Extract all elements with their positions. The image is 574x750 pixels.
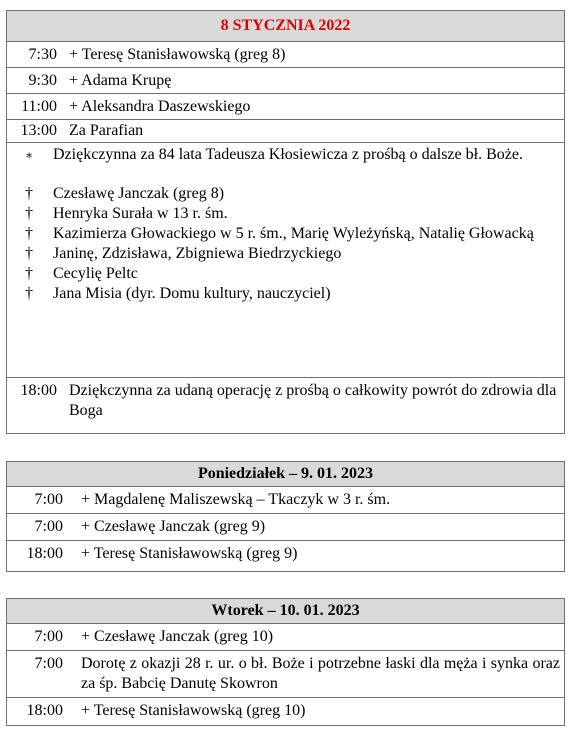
cross-icon: † bbox=[25, 225, 33, 242]
mass-time: 18:00 bbox=[26, 545, 63, 562]
mass-intention: + Adama Krupę bbox=[69, 72, 172, 89]
mass-intention: + Czesławę Janczak (greg 9) bbox=[81, 518, 266, 535]
deceased-item bbox=[25, 204, 564, 224]
deceased-item bbox=[25, 264, 564, 284]
deceased-text: Kazimierza Głowackiego w 5 r. śm., Marię Wyleżyńską, Natalię Głowacką bbox=[53, 225, 534, 242]
mass-time: 7:00 bbox=[34, 655, 63, 672]
mass-row bbox=[7, 377, 564, 425]
mass-row bbox=[7, 42, 564, 67]
deceased-text: Janinę, Zdzisława, Zbigniewa Biedrzyckiego bbox=[53, 245, 342, 262]
day-header: Poniedziałek – 9. 01. 2023 bbox=[7, 462, 564, 487]
mass-row bbox=[7, 697, 564, 724]
thanksgiving-item bbox=[25, 145, 564, 165]
intentions-block bbox=[7, 142, 564, 377]
mass-time: 7:00 bbox=[34, 518, 63, 535]
day-header: Wtorek – 10. 01. 2023 bbox=[7, 599, 564, 624]
deceased-text: Czesławę Janczak (greg 8) bbox=[53, 185, 225, 202]
schedule-table-day2 bbox=[6, 461, 565, 572]
mass-row bbox=[7, 513, 564, 540]
deceased-item bbox=[25, 224, 564, 244]
mass-row bbox=[7, 487, 564, 513]
mass-time: 11:00 bbox=[21, 98, 57, 115]
day-header: 8 STYCZNIA 2022 bbox=[7, 11, 564, 42]
mass-intention: + Magdalenę Maliszewską – Tkaczyk w 3 r. śm. bbox=[81, 491, 391, 508]
mass-time: 7:00 bbox=[34, 491, 63, 508]
cross-icon: † bbox=[25, 265, 33, 282]
deceased-item bbox=[25, 284, 564, 304]
cross-icon: † bbox=[25, 185, 33, 202]
mass-time: 7:00 bbox=[34, 628, 63, 645]
deceased-item bbox=[25, 184, 564, 204]
mass-row bbox=[7, 650, 564, 697]
mass-intention: Za Parafian bbox=[69, 122, 144, 139]
mass-time: 7:30 bbox=[28, 46, 57, 63]
cross-icon: † bbox=[25, 285, 33, 302]
mass-row bbox=[7, 540, 564, 567]
mass-row bbox=[7, 119, 564, 142]
mass-intention: + Czesławę Janczak (greg 10) bbox=[81, 628, 274, 645]
mass-time: 9:30 bbox=[28, 72, 57, 89]
mass-intention: + Teresę Stanisławowską (greg 9) bbox=[81, 545, 298, 562]
mass-intention: + Aleksandra Daszewskiego bbox=[69, 98, 251, 115]
deceased-text: Henryka Surała w 13 r. śm. bbox=[53, 205, 228, 222]
thanksgiving-text: Dziękczynna za 84 lata Tadeusza Kłosiewicza z prośbą o dalsze bł. Boże. bbox=[53, 146, 523, 163]
deceased-text: Cecylię Peltc bbox=[53, 265, 138, 282]
mass-row bbox=[7, 67, 564, 93]
mass-row bbox=[7, 93, 564, 119]
mass-time: 18:00 bbox=[20, 382, 57, 399]
schedule-table-day1 bbox=[6, 10, 565, 434]
schedule-table-day3 bbox=[6, 598, 565, 726]
mass-intention: + Teresę Stanisławowską (greg 8) bbox=[69, 46, 286, 63]
mass-row bbox=[7, 624, 564, 650]
deceased-item bbox=[25, 244, 564, 264]
mass-time: 13:00 bbox=[20, 122, 57, 139]
deceased-text: Jana Misia (dyr. Domu kultury, nauczyciel) bbox=[53, 285, 331, 302]
mass-time: 18:00 bbox=[26, 702, 63, 719]
asterisk-icon: ∗ bbox=[25, 148, 34, 162]
cross-icon: † bbox=[25, 205, 33, 222]
mass-intention: Dziękczynna za udaną operację z prośbą o całkowity powrót do zdrowia dla Boga bbox=[69, 382, 557, 419]
intentions-list bbox=[7, 145, 564, 304]
mass-intention: + Teresę Stanisławowską (greg 10) bbox=[81, 702, 306, 719]
mass-intention: Dorotę z okazji 28 r. ur. o bł. Boże i potrzebne łaski dla męża i synka oraz za śp. Babcię Danutę Skowron bbox=[81, 655, 560, 692]
cross-icon: † bbox=[25, 245, 33, 262]
